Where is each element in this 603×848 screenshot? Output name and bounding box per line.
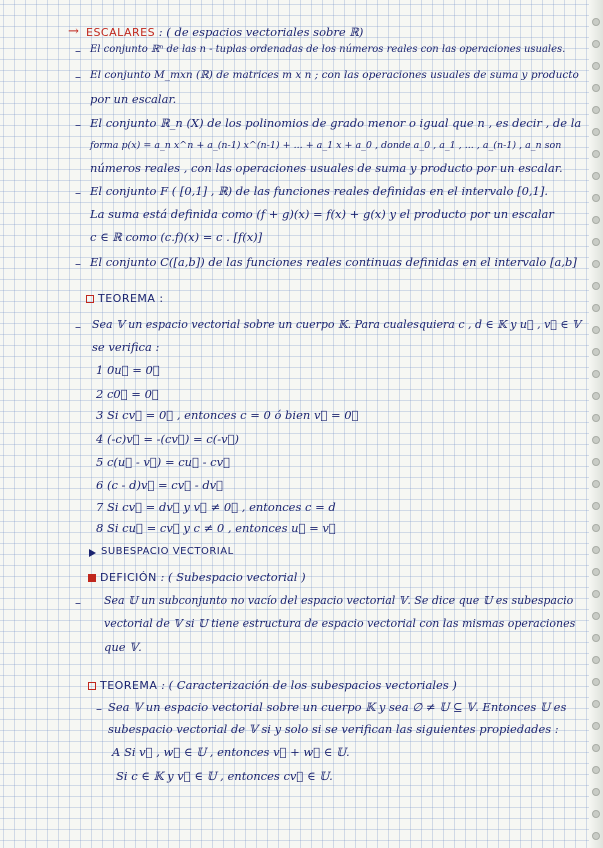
spiral-hole-icon [592, 326, 600, 334]
spiral-hole-icon [592, 194, 600, 202]
spiral-hole-icon [592, 392, 600, 400]
spiral-hole-icon [592, 744, 600, 752]
spiral-hole-icon [592, 788, 600, 796]
property-item: 3 Si cv⃗ = 0⃗ , entonces c = 0 ó bien v⃗ = 0⃗ [96, 408, 359, 422]
triangle-bullet-icon [89, 549, 96, 557]
spiral-hole-icon [592, 568, 600, 576]
filled-square-icon [88, 574, 96, 582]
spiral-hole-icon [592, 40, 600, 48]
spiral-hole-icon [592, 260, 600, 268]
spiral-hole-icon [592, 766, 600, 774]
spiral-hole-icon [592, 18, 600, 26]
dash-bullet-icon: – [75, 70, 81, 84]
spiral-hole-icon [592, 84, 600, 92]
property-item: 2 c0⃗ = 0⃗ [96, 387, 159, 401]
spiral-hole-icon [592, 62, 600, 70]
spiral-hole-icon [592, 282, 600, 290]
property-item: 6 (c - d)v⃗ = cv⃗ - dv⃗ [96, 478, 224, 492]
text-line: Sea 𝕍 un espacio vectorial sobre un cuerpo 𝕂. Para cualesquiera c , d ∈ 𝕂 y u⃗ , v⃗ ∈ 𝕍 [92, 318, 581, 331]
spiral-hole-icon [592, 634, 600, 642]
definition-subtitle: : ( Subespacio vectorial ) [160, 570, 306, 584]
examples-header [86, 25, 363, 40]
spiral-hole-icon [592, 590, 600, 598]
dash-bullet-icon: – [75, 118, 81, 132]
definition-header [100, 570, 306, 585]
text-line: vectorial de 𝕍 si 𝕌 tiene estructura de espacio vectorial con las mismas operaciones [104, 617, 576, 630]
spiral-hole-icon [592, 238, 600, 246]
text-line: por un escalar. [90, 92, 177, 106]
text-line: Sea 𝕌 un subconjunto no vacío del espacio vectorial 𝕍. Se dice que 𝕌 es subespacio [104, 594, 574, 607]
spiral-hole-icon [592, 304, 600, 312]
spiral-hole-icon [592, 502, 600, 510]
text-line: c ∈ ℝ como (c.f)(x) = c . [f(x)] [90, 230, 263, 244]
spiral-hole-icon [592, 150, 600, 158]
property-item: 8 Si cu⃗ = cv⃗ y c ≠ 0 , entonces u⃗ = v⃗ [96, 521, 336, 535]
examples-title: ESCALARES [86, 26, 156, 39]
spiral-hole-icon [592, 700, 600, 708]
theorem-title: TEOREMA : [98, 292, 164, 305]
text-line: Sea 𝕍 un espacio vectorial sobre un cuerpo 𝕂 y sea ∅ ≠ 𝕌 ⊆ 𝕍. Entonces 𝕌 es [108, 700, 567, 714]
spiral-hole-icon [592, 722, 600, 730]
text-line: El conjunto M_mxn (ℝ) de matrices m x n ; con las operaciones usuales de suma y producto [90, 69, 579, 81]
spiral-hole-icon [592, 370, 600, 378]
spiral-hole-icon [592, 128, 600, 136]
text-line: El conjunto ℝⁿ de las n - tuplas ordenadas de los números reales con las operaciones usuales. [90, 44, 566, 55]
text-line: El conjunto ℝ_n (X) de los polinomios de grado menor o igual que n , es decir , de la [90, 116, 582, 130]
dash-bullet-icon: – [96, 702, 102, 716]
property-item: A Si v⃗ , w⃗ ∈ 𝕌 , entonces v⃗ + w⃗ ∈ 𝕌. [112, 745, 350, 759]
property-item: 1 0u⃗ = 0⃗ [96, 363, 160, 377]
property-item: 7 Si cv⃗ = dv⃗ y v⃗ ≠ 0⃗ , entonces c = d [96, 500, 336, 514]
spiral-hole-icon [592, 832, 600, 840]
text-line: que 𝕍. [104, 640, 142, 654]
theorem-title: TEOREMA [100, 679, 158, 692]
spiral-hole-icon [592, 656, 600, 664]
dash-bullet-icon: – [75, 257, 81, 271]
spiral-hole-icon [592, 216, 600, 224]
arrow-icon: → [68, 24, 79, 39]
property-item: 4 (-c)v⃗ = -(cv⃗) = c(-v⃗) [96, 432, 239, 446]
examples-subtitle: : ( de espacios vectoriales sobre ℝ) [158, 25, 364, 39]
notebook-spiral-edge [589, 0, 603, 848]
text-line: números reales , con las operaciones usuales de suma y producto por un escalar. [90, 161, 563, 175]
text-line: La suma está definida como (f + g)(x) = f(x) + g(x) y el producto por un escalar [90, 207, 554, 221]
definition-title: DEFICIÓN [100, 571, 157, 584]
theorem-header [100, 678, 457, 693]
dash-bullet-icon: – [75, 186, 81, 200]
spiral-hole-icon [592, 414, 600, 422]
text-line: subespacio vectorial de 𝕍 si y solo si se verifican las siguientes propiedades : [108, 722, 559, 736]
theorem-subtitle: : ( Caracterización de los subespacios vectoriales ) [161, 678, 457, 692]
property-item: Si c ∈ 𝕂 y v⃗ ∈ 𝕌 , entonces cv⃗ ∈ 𝕌. [116, 769, 333, 783]
spiral-hole-icon [592, 612, 600, 620]
property-item: 5 c(u⃗ - v⃗) = cu⃗ - cv⃗ [96, 455, 231, 469]
spiral-hole-icon [592, 348, 600, 356]
spiral-hole-icon [592, 546, 600, 554]
checkbox-square-icon [86, 295, 94, 303]
spiral-hole-icon [592, 106, 600, 114]
text-line: forma p(x) = a_n x^n + a_(n-1) x^(n-1) + ... + a_1 x + a_0 , donde a_0 , a_1 , ... , a_(n-1) , a_n son [90, 140, 562, 151]
checkbox-square-icon [88, 682, 96, 690]
spiral-hole-icon [592, 524, 600, 532]
section-title: SUBESPACIO VECTORIAL [101, 546, 234, 557]
text-line: El conjunto C([a,b]) de las funciones reales continuas definidas en el intervalo [a,b] [90, 255, 577, 269]
text-line: se verifica : [92, 340, 160, 354]
dash-bullet-icon: – [75, 320, 81, 334]
spiral-hole-icon [592, 480, 600, 488]
dash-bullet-icon: – [75, 44, 81, 58]
spiral-hole-icon [592, 436, 600, 444]
dash-bullet-icon: – [75, 596, 81, 610]
spiral-hole-icon [592, 810, 600, 818]
spiral-hole-icon [592, 678, 600, 686]
spiral-hole-icon [592, 458, 600, 466]
spiral-hole-icon [592, 172, 600, 180]
text-line: El conjunto F ( [0,1] , ℝ) de las funciones reales definidas en el intervalo [0,1]. [90, 184, 549, 198]
